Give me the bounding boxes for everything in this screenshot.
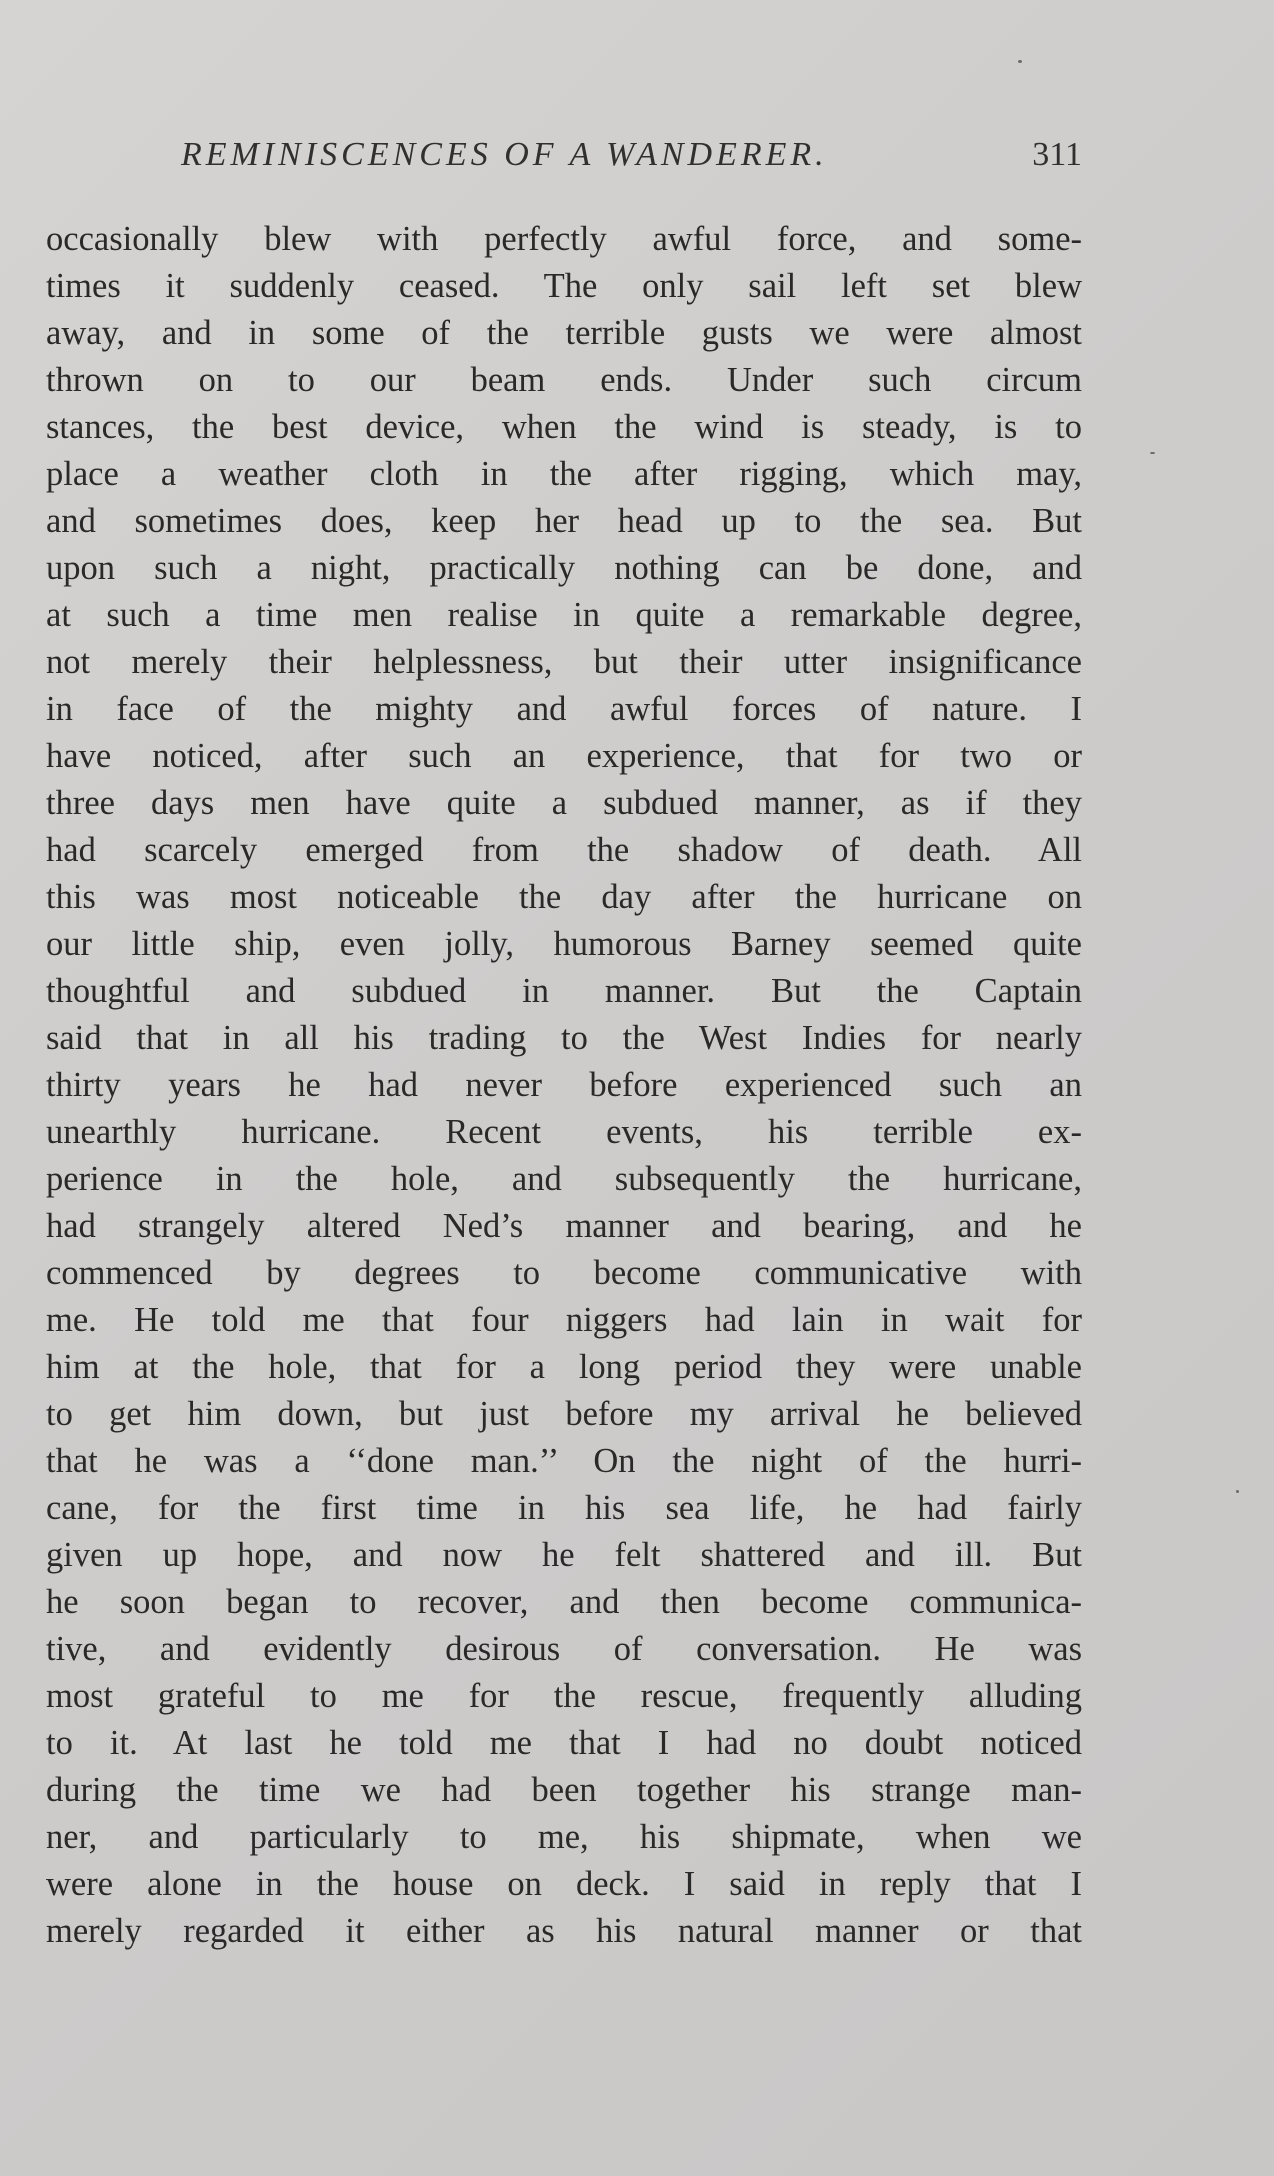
text-line: have noticed, after such an experience, that for two or xyxy=(46,737,1082,775)
running-head xyxy=(46,136,1082,182)
text-line: him at the hole, that for a long period they were unable xyxy=(46,1348,1082,1386)
text-line: three days men have quite a subdued manner, as if they xyxy=(46,784,1082,822)
text-line: at such a time men realise in quite a remarkable degree, xyxy=(46,596,1082,634)
text-line: during the time we had been together his strange man- xyxy=(46,1771,1082,1809)
text-line: had scarcely emerged from the shadow of death. All xyxy=(46,831,1082,869)
text-line: that he was a ‘‘done man.’’ On the night of the hurri- xyxy=(46,1442,1082,1480)
text-line: me. He told me that four niggers had lain in wait for xyxy=(46,1301,1082,1339)
text-line: and sometimes does, keep her head up to the sea. But xyxy=(46,502,1082,540)
text-line: thrown on to our beam ends. Under such circum xyxy=(46,361,1082,399)
text-line: away, and in some of the terrible gusts we were almost xyxy=(46,314,1082,352)
text-line: to it. At last he told me that I had no doubt noticed xyxy=(46,1724,1082,1762)
text-line: upon such a night, practically nothing can be done, and xyxy=(46,549,1082,587)
text-line: unearthly hurricane. Recent events, his terrible ex- xyxy=(46,1113,1082,1151)
text-line: occasionally blew with perfectly awful force, and some- xyxy=(46,220,1082,258)
text-line: thirty years he had never before experienced such an xyxy=(46,1066,1082,1104)
text-line: most grateful to me for the rescue, frequently alluding xyxy=(46,1677,1082,1715)
text-line: ner, and particularly to me, his shipmate, when we xyxy=(46,1818,1082,1856)
text-line: given up hope, and now he felt shattered and ill. But xyxy=(46,1536,1082,1574)
paper-speck xyxy=(1018,60,1022,63)
text-line: our little ship, even jolly, humorous Barney seemed quite xyxy=(46,925,1082,963)
text-line: in face of the mighty and awful forces of nature. I xyxy=(46,690,1082,728)
text-line: cane, for the first time in his sea life, he had fairly xyxy=(46,1489,1082,1527)
text-line: were alone in the house on deck. I said in reply that I xyxy=(46,1865,1082,1903)
text-line: commenced by degrees to become communicative with xyxy=(46,1254,1082,1292)
text-line: not merely their helplessness, but their utter insignificance xyxy=(46,643,1082,681)
text-line: he soon began to recover, and then become communica- xyxy=(46,1583,1082,1621)
body-text xyxy=(46,216,1082,1955)
text-line: place a weather cloth in the after rigging, which may, xyxy=(46,455,1082,493)
text-line: had strangely altered Ned’s manner and bearing, and he xyxy=(46,1207,1082,1245)
text-line: tive, and evidently desirous of conversation. He was xyxy=(46,1630,1082,1668)
text-line: to get him down, but just before my arrival he believed xyxy=(46,1395,1082,1433)
text-line: said that in all his trading to the West Indies for nearly xyxy=(46,1019,1082,1057)
text-line: stances, the best device, when the wind is steady, is to xyxy=(46,408,1082,446)
paper-speck xyxy=(1236,1490,1239,1493)
text-line: thoughtful and subdued in manner. But the Captain xyxy=(46,972,1082,1010)
page-number: 311 xyxy=(1032,136,1082,173)
paper-speck xyxy=(1150,452,1155,454)
text-line: perience in the hole, and subsequently the hurricane, xyxy=(46,1160,1082,1198)
text-line: merely regarded it either as his natural manner or that xyxy=(46,1912,1082,1950)
text-line: times it suddenly ceased. The only sail left set blew xyxy=(46,267,1082,305)
running-title: REMINISCENCES OF A WANDERER. xyxy=(181,136,828,173)
text-line: this was most noticeable the day after the hurricane on xyxy=(46,878,1082,916)
